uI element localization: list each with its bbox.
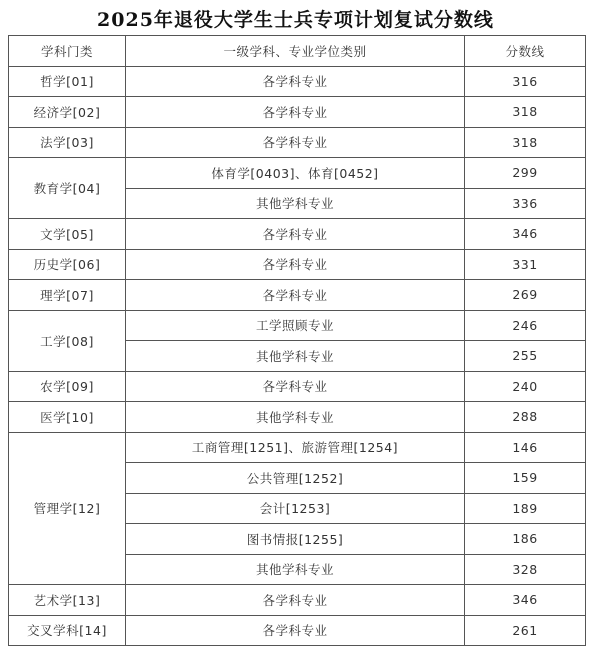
discipline-cell: 各学科专业 (126, 97, 465, 128)
discipline-cell: 其他学科专业 (126, 188, 465, 219)
category-cell: 工学[08] (9, 310, 126, 371)
category-cell: 管理学[12] (9, 432, 126, 585)
page-title: 2025年退役大学生士兵专项计划复试分数线 (97, 9, 494, 31)
discipline-cell: 工商管理[1251]、旅游管理[1254] (126, 432, 465, 463)
table-row (9, 127, 586, 158)
discipline-cell: 各学科专业 (126, 249, 465, 280)
score-cell: 146 (465, 432, 586, 463)
discipline-cell: 工学照顾专业 (126, 310, 465, 341)
table-body (9, 66, 586, 646)
discipline-cell: 各学科专业 (126, 127, 465, 158)
score-cell: 159 (465, 463, 586, 494)
discipline-cell: 其他学科专业 (126, 554, 465, 585)
header-row (9, 36, 586, 67)
table-row (9, 249, 586, 280)
score-cell: 288 (465, 402, 586, 433)
discipline-cell: 各学科专业 (126, 615, 465, 646)
header-category: 学科门类 (9, 36, 126, 67)
category-cell: 教育学[04] (9, 158, 126, 219)
score-cell: 346 (465, 585, 586, 616)
score-cell: 316 (465, 66, 586, 97)
score-cell: 318 (465, 127, 586, 158)
discipline-cell: 各学科专业 (126, 585, 465, 616)
discipline-cell: 各学科专业 (126, 219, 465, 250)
table-row (9, 432, 586, 463)
score-cell: 186 (465, 524, 586, 555)
table-row (9, 402, 586, 433)
category-cell: 法学[03] (9, 127, 126, 158)
header-score: 分数线 (465, 36, 586, 67)
table-header (9, 36, 586, 67)
category-cell: 医学[10] (9, 402, 126, 433)
category-cell: 经济学[02] (9, 97, 126, 128)
score-cell: 331 (465, 249, 586, 280)
discipline-cell: 各学科专业 (126, 66, 465, 97)
discipline-cell: 图书情报[1255] (126, 524, 465, 555)
score-cell: 318 (465, 97, 586, 128)
table-row (9, 97, 586, 128)
table-row (9, 219, 586, 250)
score-cell: 346 (465, 219, 586, 250)
table-row (9, 310, 586, 341)
category-cell: 理学[07] (9, 280, 126, 311)
table-row (9, 158, 586, 189)
discipline-cell: 体育学[0403]、体育[0452] (126, 158, 465, 189)
table-row (9, 280, 586, 311)
score-cell: 240 (465, 371, 586, 402)
score-cell: 269 (465, 280, 586, 311)
discipline-cell: 会计[1253] (126, 493, 465, 524)
score-cell: 261 (465, 615, 586, 646)
score-table (8, 35, 586, 646)
category-cell: 哲学[01] (9, 66, 126, 97)
discipline-cell: 各学科专业 (126, 280, 465, 311)
category-cell: 文学[05] (9, 219, 126, 250)
category-cell: 历史学[06] (9, 249, 126, 280)
header-discipline: 一级学科、专业学位类别 (126, 36, 465, 67)
score-cell: 255 (465, 341, 586, 372)
score-cell: 328 (465, 554, 586, 585)
table-row (9, 615, 586, 646)
category-cell: 艺术学[13] (9, 585, 126, 616)
score-cell: 189 (465, 493, 586, 524)
score-cell: 299 (465, 158, 586, 189)
score-cell: 336 (465, 188, 586, 219)
table-row (9, 585, 586, 616)
discipline-cell: 其他学科专业 (126, 341, 465, 372)
category-cell: 交叉学科[14] (9, 615, 126, 646)
table-row (9, 66, 586, 97)
discipline-cell: 公共管理[1252] (126, 463, 465, 494)
table-row (9, 371, 586, 402)
discipline-cell: 各学科专业 (126, 371, 465, 402)
discipline-cell: 其他学科专业 (126, 402, 465, 433)
score-cell: 246 (465, 310, 586, 341)
category-cell: 农学[09] (9, 371, 126, 402)
